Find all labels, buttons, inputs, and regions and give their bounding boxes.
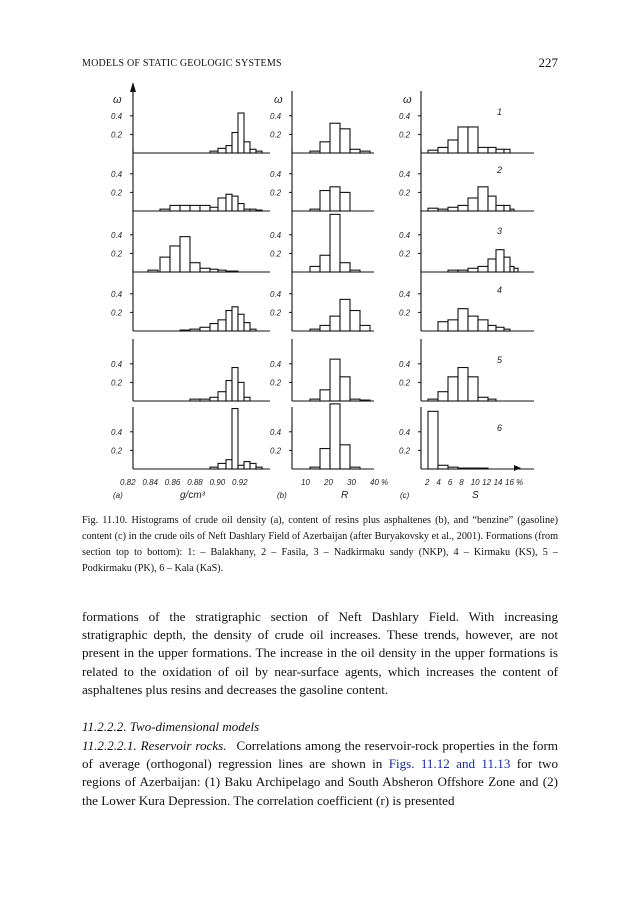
bar-a-4-12 [250, 329, 256, 331]
x-tick-label-c-6: 14 [493, 478, 503, 487]
bar-c-3-4 [468, 268, 478, 272]
y-tick-label-a-3-0: 0.4 [111, 230, 123, 240]
bar-a-1-13 [256, 151, 262, 153]
panel-label-c: (c) [400, 491, 410, 500]
bar-c-5-5 [478, 397, 488, 401]
x-axis-arrow-icon [514, 465, 521, 471]
bar-c-6-0 [428, 411, 438, 469]
bar-b-3-4 [340, 263, 350, 272]
bar-c-5-6 [488, 399, 496, 401]
bar-b-5-2 [320, 390, 330, 401]
y-tick-label-c-1-0: 0.4 [399, 111, 411, 121]
y-tick-label-c-6-0: 0.4 [399, 427, 411, 437]
bar-c-3-6 [488, 259, 496, 272]
bar-c-4-5 [478, 320, 488, 331]
bar-c-6-3 [458, 468, 468, 469]
y-tick-label-a-5-0: 0.4 [111, 359, 123, 369]
bar-a-4-7 [218, 320, 226, 331]
bar-c-4-8 [504, 329, 510, 331]
bar-c-6-2 [448, 467, 458, 469]
paragraph-2-text-a: Correlations among the reservoir-rock properties in the form of average (orthogonal) regression lines are shown in [82, 738, 558, 772]
bar-c-2-3 [458, 205, 468, 211]
bar-a-2-5 [200, 205, 210, 211]
row-label-4: 4 [497, 285, 503, 295]
bar-c-1-5 [478, 147, 488, 153]
bar-c-2-4 [468, 198, 478, 211]
bar-a-6-8 [226, 460, 232, 469]
bar-a-2-9 [232, 196, 238, 211]
y-tick-label-a-2-0: 0.4 [111, 169, 123, 179]
bar-a-6-12 [250, 463, 256, 469]
bar-a-1-6 [210, 151, 218, 153]
bar-a-1-12 [250, 149, 256, 153]
x-tick-label-a-0: 0.82 [120, 478, 136, 487]
figure-caption [82, 513, 558, 577]
bar-a-3-2 [170, 246, 180, 272]
y-tick-label-b-4-1: 0.2 [270, 308, 282, 318]
bar-a-6-11 [244, 462, 250, 469]
x-tick-label-a-5: 0.92 [232, 478, 248, 487]
bar-c-2-0 [428, 208, 438, 211]
bar-a-5-6 [210, 397, 218, 401]
bar-b-4-3 [330, 316, 340, 331]
bar-b-2-4 [340, 192, 350, 211]
bar-b-2-2 [320, 191, 330, 211]
panel-label-b: (b) [277, 491, 287, 500]
bar-a-6-6 [210, 467, 218, 469]
caption-label: Fig. 11.10. [82, 515, 128, 526]
x-tick-label-c-1: 4 [436, 478, 441, 487]
bar-a-2-13 [256, 210, 262, 211]
bar-b-1-5 [350, 149, 360, 153]
bar-c-4-6 [488, 325, 496, 331]
bar-a-3-5 [200, 268, 210, 272]
row-label-1: 1 [497, 107, 503, 117]
bar-a-1-10 [238, 113, 244, 153]
bar-a-3-3 [180, 237, 190, 272]
bar-a-4-9 [232, 307, 238, 331]
bar-a-3-1 [160, 257, 170, 272]
bar-a-3-0 [148, 270, 158, 272]
bar-c-5-2 [448, 377, 458, 401]
bar-a-4-4 [190, 329, 200, 331]
bar-b-6-5 [350, 467, 360, 469]
bar-b-6-2 [320, 449, 330, 469]
x-tick-label-c-4: 10 [470, 478, 480, 487]
bar-a-2-2 [170, 205, 180, 211]
x-tick-label-b-3: 40 % [370, 478, 389, 487]
x-axis-label-c: S [472, 490, 479, 501]
bar-a-2-1 [160, 209, 170, 211]
bar-a-2-11 [244, 209, 250, 211]
bar-c-6-5 [478, 468, 488, 469]
paragraph-2-text-b: for two regions of Azerbaijan: (1) Baku Archipelago and South Absheron Offshore Zone and (2) the Lower Kura Depression. The correlation coefficient (r) is presented [82, 756, 558, 808]
y-tick-label-c-5-0: 0.4 [399, 359, 411, 369]
x-tick-label-b-1: 20 [324, 478, 333, 487]
bar-a-2-12 [250, 209, 256, 211]
bar-c-1-4 [468, 127, 478, 153]
bar-b-3-1 [310, 266, 320, 272]
y-tick-label-a-4-0: 0.4 [111, 289, 123, 299]
y-axis-arrow-icon [130, 82, 136, 92]
bar-a-5-11 [244, 397, 250, 401]
bar-a-6-10 [238, 465, 244, 469]
bar-c-4-1 [438, 322, 448, 331]
section-heading: 11.2.2.2. Two-dimensional models [82, 719, 260, 734]
bar-b-3-2 [320, 255, 330, 272]
y-tick-label-a-6-1: 0.2 [111, 446, 123, 456]
bar-c-4-4 [468, 316, 478, 331]
bar-b-3-3 [330, 214, 340, 272]
bar-a-2-7 [218, 198, 226, 211]
bar-b-2-3 [330, 187, 340, 211]
bar-a-1-8 [226, 146, 232, 153]
bar-a-4-3 [180, 330, 190, 331]
bar-c-4-7 [496, 327, 504, 331]
y-tick-label-a-3-1: 0.2 [111, 249, 123, 259]
bar-c-5-0 [428, 399, 438, 401]
bar-c-5-1 [438, 392, 448, 401]
y-axis-label-b: ω [274, 94, 283, 106]
bar-a-1-11 [244, 142, 250, 153]
running-header-title: MODELS OF STATIC GEOLOGIC SYSTEMS [82, 58, 282, 69]
bar-c-3-8 [504, 257, 510, 272]
bar-c-1-1 [438, 147, 448, 153]
bar-c-6-1 [438, 465, 448, 469]
y-tick-label-c-4-0: 0.4 [399, 289, 411, 299]
bar-a-4-11 [244, 323, 250, 331]
bar-b-4-4 [340, 299, 350, 331]
figure-cross-reference-link[interactable]: Figs. 11.12 and 11.13 [388, 756, 511, 772]
bar-b-6-1 [310, 467, 320, 469]
y-tick-label-c-6-1: 0.2 [399, 446, 411, 456]
bar-a-5-7 [218, 392, 226, 401]
y-tick-label-b-5-0: 0.4 [270, 359, 282, 369]
bar-b-4-1 [310, 329, 320, 331]
y-tick-label-b-1-0: 0.4 [270, 111, 282, 121]
bar-c-3-7 [496, 250, 504, 272]
bar-c-1-6 [488, 147, 496, 153]
bar-a-6-7 [218, 463, 226, 469]
x-tick-label-c-7: 16 % [505, 478, 524, 487]
subsection-heading: 11.2.2.2.1. Reservoir rocks. [82, 738, 227, 753]
bar-c-6-4 [468, 468, 478, 469]
row-label-6: 6 [497, 423, 503, 433]
row-label-5: 5 [497, 355, 503, 365]
bar-a-4-6 [210, 324, 218, 331]
bar-c-2-1 [438, 209, 448, 211]
x-axis-label-a: g/cm³ [180, 490, 205, 501]
bar-a-5-5 [200, 399, 210, 401]
panel-label-a: (a) [113, 491, 123, 500]
bar-b-4-6 [360, 325, 370, 331]
y-tick-label-b-6-1: 0.2 [270, 446, 282, 456]
bar-a-2-10 [238, 204, 244, 211]
y-tick-label-c-1-1: 0.2 [399, 130, 411, 140]
bar-a-3-7 [218, 270, 226, 272]
x-tick-label-c-0: 2 [425, 478, 430, 487]
x-tick-label-b-2: 30 [347, 478, 356, 487]
bar-c-1-3 [458, 127, 468, 153]
bar-b-5-5 [350, 399, 360, 401]
bar-a-4-10 [238, 314, 244, 331]
bar-b-5-3 [330, 359, 340, 401]
bar-a-3-6 [210, 269, 218, 272]
bar-b-1-3 [330, 123, 340, 153]
bar-c-5-3 [458, 368, 468, 401]
bar-c-3-3 [458, 270, 468, 272]
y-tick-label-a-6-0: 0.4 [111, 427, 123, 437]
bar-a-5-10 [238, 382, 244, 401]
x-tick-label-b-0: 10 [301, 478, 310, 487]
bar-c-2-8 [504, 205, 510, 211]
row-label-2: 2 [497, 165, 503, 175]
bar-a-5-9 [232, 368, 238, 401]
body-paragraph-2 [82, 737, 558, 810]
bar-a-5-8 [226, 381, 232, 401]
bar-a-3-4 [190, 263, 200, 272]
bar-c-2-5 [478, 187, 488, 211]
bar-c-2-2 [448, 207, 458, 211]
y-tick-label-b-3-1: 0.2 [270, 249, 282, 259]
bar-a-3-8 [226, 271, 232, 272]
bar-c-5-4 [468, 377, 478, 401]
y-tick-label-c-3-1: 0.2 [399, 249, 411, 259]
bar-b-4-2 [320, 325, 330, 331]
bar-c-3-5 [478, 266, 488, 272]
y-tick-label-b-2-1: 0.2 [270, 188, 282, 198]
bar-c-3-10 [514, 268, 518, 272]
x-tick-label-a-1: 0.84 [142, 478, 158, 487]
bar-b-3-5 [350, 270, 360, 272]
bar-a-4-8 [226, 311, 232, 331]
bar-a-1-7 [218, 148, 226, 153]
body-paragraph-1: formations of the stratigraphic section of Neft Dashlary Field. With increasing stratigraphic depth, the density of crude oil increases. These trends, however, are not present in the upper formations. The increase in the oil density in the upper formations is related to the oxidation of oil by near-surface agents, which increases the content of asphaltenes plus resins and decreases the gasoline content. [82, 609, 558, 697]
bar-b-5-1 [310, 399, 320, 401]
y-tick-label-a-5-1: 0.2 [111, 378, 123, 388]
y-tick-label-b-5-1: 0.2 [270, 378, 282, 388]
x-tick-label-a-2: 0.86 [164, 478, 181, 487]
bar-b-1-2 [320, 142, 330, 153]
caption-text: Histograms of crude oil density (a), content of resins plus asphaltenes (b), and “benzine” (gasoline) content (c) in the crude oils of Neft Dashlary Field of Azerbaijan (after Buryakovsky et al., 2001). Formations (from section top to bottom): 1: – Balakhany, 2 – Fasila, 3 – Nadkirmaku sandy (NKP), 4 – Kirmaku (KS), 5 – Podkirmaku (PK), 6 – Kala (KaS). [82, 515, 559, 574]
y-tick-label-b-2-0: 0.4 [270, 169, 282, 179]
bar-a-6-9 [232, 409, 238, 469]
x-tick-label-a-4: 0.90 [209, 478, 226, 487]
y-tick-label-c-4-1: 0.2 [399, 308, 411, 318]
bar-c-1-0 [428, 150, 438, 153]
y-tick-label-a-2-1: 0.2 [111, 188, 123, 198]
x-axis-label-b: R [341, 490, 349, 501]
bar-c-1-8 [504, 149, 510, 153]
bar-b-1-6 [360, 151, 370, 153]
bar-a-5-4 [190, 399, 200, 401]
bar-a-2-4 [190, 205, 200, 211]
y-tick-label-c-2-0: 0.4 [399, 169, 411, 179]
bar-a-3-9 [232, 271, 238, 272]
bar-a-1-9 [232, 133, 238, 153]
page-number: 227 [538, 55, 558, 70]
y-axis-label-a: ω [113, 94, 122, 106]
x-tick-label-c-2: 6 [447, 478, 453, 487]
bar-c-2-7 [496, 205, 504, 211]
y-axis-label-c: ω [403, 94, 412, 106]
y-tick-label-c-3-0: 0.4 [399, 230, 411, 240]
x-tick-label-a-3: 0.88 [187, 478, 203, 487]
y-tick-label-b-1-1: 0.2 [270, 130, 282, 140]
bar-b-6-3 [330, 404, 340, 469]
bar-c-1-7 [496, 149, 504, 153]
y-tick-label-a-1-1: 0.2 [111, 130, 123, 140]
y-tick-label-b-6-0: 0.4 [270, 427, 282, 437]
bar-b-5-4 [340, 377, 350, 401]
bar-b-2-1 [310, 209, 320, 211]
y-tick-label-a-1-0: 0.4 [111, 111, 123, 121]
y-tick-label-c-2-1: 0.2 [399, 188, 411, 198]
bar-a-4-5 [200, 327, 210, 331]
bar-a-2-3 [180, 205, 190, 211]
bar-a-2-6 [210, 207, 218, 211]
bar-c-2-6 [488, 196, 496, 211]
bar-b-1-1 [310, 151, 320, 153]
bar-b-5-6 [360, 400, 370, 401]
bar-b-1-4 [340, 129, 350, 153]
row-label-3: 3 [497, 226, 503, 236]
x-tick-label-c-5: 12 [482, 478, 492, 487]
y-tick-label-b-3-0: 0.4 [270, 230, 282, 240]
x-tick-label-c-3: 8 [459, 478, 464, 487]
bar-b-4-5 [350, 311, 360, 331]
bar-a-2-8 [226, 194, 232, 211]
y-tick-label-a-4-1: 0.2 [111, 308, 123, 318]
bar-b-6-4 [340, 445, 350, 469]
bar-c-4-2 [448, 320, 458, 331]
bar-c-1-2 [448, 140, 458, 153]
bar-c-2-9 [510, 209, 514, 211]
y-tick-label-c-5-1: 0.2 [399, 378, 411, 388]
bar-c-4-3 [458, 309, 468, 331]
y-tick-label-b-4-0: 0.4 [270, 289, 282, 299]
bar-c-3-9 [510, 266, 514, 272]
bar-c-3-2 [448, 270, 458, 272]
bar-a-6-13 [256, 467, 262, 469]
